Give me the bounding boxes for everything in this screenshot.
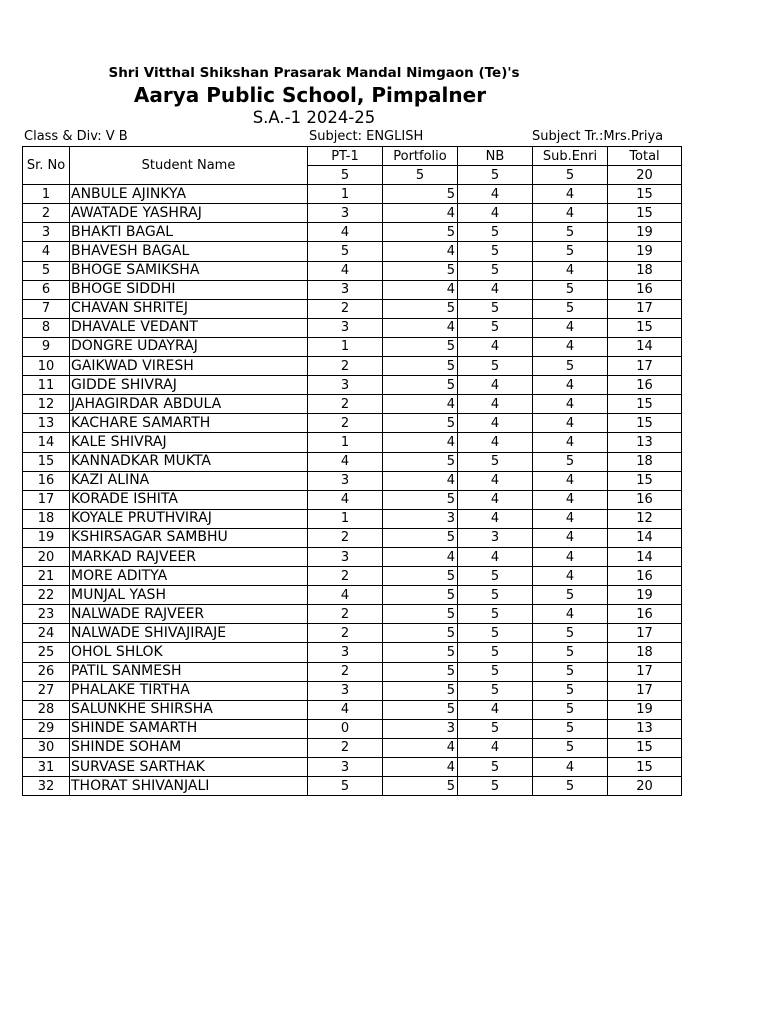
sr-no: 32: [23, 777, 70, 796]
total-mark: 16: [608, 280, 682, 299]
sr-no: 11: [23, 376, 70, 395]
table-row: [23, 471, 682, 490]
nb-mark: 3: [458, 528, 533, 547]
portfolio-mark: 5: [383, 605, 458, 624]
pt1-mark: 1: [308, 337, 383, 356]
portfolio-mark: 5: [383, 376, 458, 395]
table-row: [23, 681, 682, 700]
portfolio-mark: 5: [383, 299, 458, 318]
pt1-mark: 3: [308, 318, 383, 337]
sr-no: 25: [23, 643, 70, 662]
portfolio-mark: 5: [383, 700, 458, 719]
student-name: PHALAKE TIRTHA: [70, 681, 308, 700]
table-row: [23, 643, 682, 662]
sr-no: 20: [23, 547, 70, 566]
student-name: KSHIRSAGAR SAMBHU: [70, 528, 308, 547]
student-name: GIDDE SHIVRAJ: [70, 376, 308, 395]
table-row: [23, 204, 682, 223]
student-name: BHOGE SAMIKSHA: [70, 261, 308, 280]
student-name: OHOL SHLOK: [70, 643, 308, 662]
portfolio-mark: 5: [383, 662, 458, 681]
total-mark: 20: [608, 777, 682, 796]
pt1-mark: 4: [308, 490, 383, 509]
portfolio-mark: 4: [383, 738, 458, 757]
subenri-mark: 4: [533, 185, 608, 204]
table-row: [23, 223, 682, 242]
student-name: AWATADE YASHRAJ: [70, 204, 308, 223]
sr-no: 30: [23, 738, 70, 757]
table-row: [23, 624, 682, 643]
student-name: SHINDE SOHAM: [70, 738, 308, 757]
total-mark: 15: [608, 471, 682, 490]
table-row: [23, 433, 682, 452]
portfolio-mark: 4: [383, 471, 458, 490]
pt1-mark: 4: [308, 700, 383, 719]
subenri-mark: 4: [533, 433, 608, 452]
table-row: [23, 185, 682, 204]
total-mark: 15: [608, 738, 682, 757]
pt1-mark: 2: [308, 528, 383, 547]
subenri-mark: 5: [533, 223, 608, 242]
student-name: BHAKTI BAGAL: [70, 223, 308, 242]
total-mark: 17: [608, 662, 682, 681]
subenri-mark: 5: [533, 700, 608, 719]
portfolio-mark: 4: [383, 318, 458, 337]
portfolio-mark: 5: [383, 261, 458, 280]
total-mark: 12: [608, 509, 682, 528]
table-row: [23, 738, 682, 757]
sr-no: 19: [23, 528, 70, 547]
sr-no: 8: [23, 318, 70, 337]
total-mark: 19: [608, 223, 682, 242]
nb-mark: 5: [458, 223, 533, 242]
student-name: ANBULE AJINKYA: [70, 185, 308, 204]
header-row: [23, 147, 682, 166]
sr-no: 3: [23, 223, 70, 242]
portfolio-mark: 3: [383, 509, 458, 528]
pt1-mark: 2: [308, 414, 383, 433]
table-row: [23, 719, 682, 738]
sr-no: 12: [23, 395, 70, 414]
nb-mark: 4: [458, 204, 533, 223]
total-mark: 16: [608, 376, 682, 395]
total-mark: 15: [608, 318, 682, 337]
pt1-mark: 3: [308, 758, 383, 777]
table-row: [23, 586, 682, 605]
total-mark: 16: [608, 605, 682, 624]
nb-mark: 5: [458, 662, 533, 681]
subenri-mark: 4: [533, 376, 608, 395]
sr-no: 17: [23, 490, 70, 509]
subenri-mark: 5: [533, 738, 608, 757]
student-name: THORAT SHIVANJALI: [70, 777, 308, 796]
student-name: PATIL SANMESH: [70, 662, 308, 681]
student-name: BHOGE SIDDHI: [70, 280, 308, 299]
total-mark: 17: [608, 681, 682, 700]
sr-no: 31: [23, 758, 70, 777]
total-mark: 19: [608, 700, 682, 719]
subenri-mark: 4: [533, 567, 608, 586]
student-name: NALWADE RAJVEER: [70, 605, 308, 624]
col-header-sr-no: Sr. No: [23, 147, 70, 185]
subenri-mark: 5: [533, 624, 608, 643]
total-mark: 17: [608, 624, 682, 643]
nb-mark: 4: [458, 414, 533, 433]
pt1-mark: 2: [308, 738, 383, 757]
portfolio-mark: 5: [383, 357, 458, 376]
portfolio-mark: 3: [383, 719, 458, 738]
student-name: SHINDE SAMARTH: [70, 719, 308, 738]
total-mark: 15: [608, 758, 682, 777]
total-mark: 14: [608, 547, 682, 566]
nb-mark: 4: [458, 700, 533, 719]
pt1-mark: 3: [308, 204, 383, 223]
subenri-mark: 4: [533, 414, 608, 433]
student-name: GAIKWAD VIRESH: [70, 357, 308, 376]
nb-mark: 5: [458, 777, 533, 796]
total-mark: 16: [608, 567, 682, 586]
pt1-mark: 5: [308, 242, 383, 261]
pt1-mark: 4: [308, 452, 383, 471]
subenri-mark: 5: [533, 280, 608, 299]
student-name: KANNADKAR MUKTA: [70, 452, 308, 471]
subject: Subject: ENGLISH: [309, 129, 424, 144]
portfolio-mark: 5: [383, 528, 458, 547]
sr-no: 27: [23, 681, 70, 700]
table-row: [23, 509, 682, 528]
nb-mark: 5: [458, 605, 533, 624]
pt1-mark: 1: [308, 509, 383, 528]
sr-no: 4: [23, 242, 70, 261]
student-name: NALWADE SHIVAJIRAJE: [70, 624, 308, 643]
portfolio-mark: 4: [383, 758, 458, 777]
nb-mark: 4: [458, 471, 533, 490]
table-row: [23, 357, 682, 376]
portfolio-mark: 4: [383, 280, 458, 299]
sr-no: 5: [23, 261, 70, 280]
subenri-mark: 4: [533, 395, 608, 414]
subenri-mark: 5: [533, 777, 608, 796]
subenri-mark: 5: [533, 299, 608, 318]
nb-mark: 4: [458, 395, 533, 414]
nb-mark: 4: [458, 433, 533, 452]
portfolio-mark: 5: [383, 490, 458, 509]
subenri-mark: 4: [533, 547, 608, 566]
sr-no: 15: [23, 452, 70, 471]
table-row: [23, 318, 682, 337]
subenri-mark: 5: [533, 719, 608, 738]
pt1-mark: 3: [308, 280, 383, 299]
portfolio-mark: 5: [383, 223, 458, 242]
sr-no: 2: [23, 204, 70, 223]
table-row: [23, 242, 682, 261]
sr-no: 26: [23, 662, 70, 681]
portfolio-mark: 4: [383, 204, 458, 223]
student-name: DHAVALE VEDANT: [70, 318, 308, 337]
pt1-mark: 3: [308, 376, 383, 395]
total-mark: 18: [608, 643, 682, 662]
pt1-mark: 4: [308, 586, 383, 605]
table-row: [23, 777, 682, 796]
sr-no: 28: [23, 700, 70, 719]
subenri-mark: 5: [533, 586, 608, 605]
sr-no: 7: [23, 299, 70, 318]
nb-mark: 5: [458, 452, 533, 471]
col-header-total: Total: [608, 147, 682, 166]
portfolio-mark: 5: [383, 777, 458, 796]
total-mark: 17: [608, 299, 682, 318]
table-row: [23, 414, 682, 433]
sr-no: 13: [23, 414, 70, 433]
pt1-mark: 2: [308, 624, 383, 643]
nb-mark: 4: [458, 185, 533, 204]
nb-mark: 5: [458, 758, 533, 777]
portfolio-mark: 5: [383, 337, 458, 356]
nb-mark: 5: [458, 681, 533, 700]
pt1-mark: 4: [308, 261, 383, 280]
portfolio-mark: 5: [383, 586, 458, 605]
subenri-mark: 5: [533, 662, 608, 681]
nb-mark: 5: [458, 643, 533, 662]
table-row: [23, 662, 682, 681]
subenri-mark: 4: [533, 337, 608, 356]
total-mark: 13: [608, 433, 682, 452]
total-mark: 19: [608, 586, 682, 605]
pt1-mark: 2: [308, 605, 383, 624]
subenri-mark: 4: [533, 261, 608, 280]
portfolio-mark: 5: [383, 414, 458, 433]
exam-title: S.A.-1 2024-25: [252, 108, 376, 127]
student-name: BHAVESH BAGAL: [70, 242, 308, 261]
pt1-mark: 2: [308, 567, 383, 586]
nb-mark: 5: [458, 586, 533, 605]
nb-mark: 4: [458, 376, 533, 395]
total-mark: 14: [608, 337, 682, 356]
sr-no: 16: [23, 471, 70, 490]
subenri-mark: 4: [533, 758, 608, 777]
pt1-mark: 1: [308, 433, 383, 452]
subenri-mark: 4: [533, 204, 608, 223]
student-name: DONGRE UDAYRAJ: [70, 337, 308, 356]
col-header-subenri: Sub.Enri: [533, 147, 608, 166]
student-name: MARKAD RAJVEER: [70, 547, 308, 566]
portfolio-mark: 5: [383, 567, 458, 586]
table-row: [23, 376, 682, 395]
table-row: [23, 490, 682, 509]
student-name: KORADE ISHITA: [70, 490, 308, 509]
col-header-pt1: PT-1: [308, 147, 383, 166]
student-name: KALE SHIVRAJ: [70, 433, 308, 452]
table-row: [23, 700, 682, 719]
total-mark: 18: [608, 452, 682, 471]
nb-mark: 5: [458, 567, 533, 586]
portfolio-mark: 5: [383, 452, 458, 471]
table-row: [23, 395, 682, 414]
nb-mark: 4: [458, 738, 533, 757]
portfolio-mark: 5: [383, 624, 458, 643]
portfolio-mark: 5: [383, 643, 458, 662]
nb-mark: 4: [458, 490, 533, 509]
col-header-portfolio: Portfolio: [383, 147, 458, 166]
table-row: [23, 528, 682, 547]
portfolio-mark: 4: [383, 242, 458, 261]
pt1-mark: 3: [308, 471, 383, 490]
pt1-mark: 2: [308, 357, 383, 376]
sr-no: 21: [23, 567, 70, 586]
student-name: KAZI ALINA: [70, 471, 308, 490]
portfolio-mark: 5: [383, 681, 458, 700]
subenri-mark: 5: [533, 242, 608, 261]
sr-no: 1: [23, 185, 70, 204]
nb-mark: 5: [458, 624, 533, 643]
subenri-mark: 4: [533, 490, 608, 509]
student-name: SALUNKHE SHIRSHA: [70, 700, 308, 719]
pt1-mark: 4: [308, 223, 383, 242]
student-name: JAHAGIRDAR ABDULA: [70, 395, 308, 414]
max-portfolio: 5: [383, 166, 458, 185]
student-name: KACHARE SAMARTH: [70, 414, 308, 433]
marks-table: [22, 146, 682, 796]
subenri-mark: 4: [533, 528, 608, 547]
portfolio-mark: 4: [383, 547, 458, 566]
subenri-mark: 5: [533, 681, 608, 700]
subject-teacher: Subject Tr.:Mrs.Priya: [532, 129, 664, 144]
nb-mark: 5: [458, 242, 533, 261]
nb-mark: 4: [458, 509, 533, 528]
total-mark: 16: [608, 490, 682, 509]
table-row: [23, 605, 682, 624]
pt1-mark: 5: [308, 777, 383, 796]
table-row: [23, 758, 682, 777]
nb-mark: 5: [458, 318, 533, 337]
table-row: [23, 337, 682, 356]
subenri-mark: 4: [533, 605, 608, 624]
table-row: [23, 547, 682, 566]
pt1-mark: 0: [308, 719, 383, 738]
total-mark: 15: [608, 395, 682, 414]
nb-mark: 4: [458, 547, 533, 566]
student-name: MUNJAL YASH: [70, 586, 308, 605]
sr-no: 9: [23, 337, 70, 356]
pt1-mark: 3: [308, 643, 383, 662]
table-row: [23, 261, 682, 280]
subenri-mark: 4: [533, 318, 608, 337]
nb-mark: 5: [458, 357, 533, 376]
table-row: [23, 567, 682, 586]
max-pt1: 5: [308, 166, 383, 185]
sr-no: 24: [23, 624, 70, 643]
pt1-mark: 1: [308, 185, 383, 204]
nb-mark: 5: [458, 261, 533, 280]
total-mark: 18: [608, 261, 682, 280]
portfolio-mark: 4: [383, 395, 458, 414]
pt1-mark: 2: [308, 395, 383, 414]
total-mark: 15: [608, 414, 682, 433]
subenri-mark: 4: [533, 471, 608, 490]
max-nb: 5: [458, 166, 533, 185]
subenri-mark: 4: [533, 509, 608, 528]
student-name: MORE ADITYA: [70, 567, 308, 586]
col-header-student-name: Student Name: [70, 147, 308, 185]
class-division: Class & Div: V B: [24, 129, 128, 144]
sr-no: 22: [23, 586, 70, 605]
total-mark: 14: [608, 528, 682, 547]
student-name: SURVASE SARTHAK: [70, 758, 308, 777]
total-mark: 15: [608, 185, 682, 204]
school-name: Aarya Public School, Pimpalner: [133, 83, 487, 107]
pt1-mark: 2: [308, 662, 383, 681]
sr-no: 6: [23, 280, 70, 299]
student-rows: [23, 185, 682, 796]
pt1-mark: 2: [308, 299, 383, 318]
table-row: [23, 452, 682, 471]
total-mark: 15: [608, 204, 682, 223]
subenri-mark: 5: [533, 452, 608, 471]
nb-mark: 4: [458, 280, 533, 299]
portfolio-mark: 5: [383, 185, 458, 204]
pt1-mark: 3: [308, 547, 383, 566]
sr-no: 18: [23, 509, 70, 528]
nb-mark: 5: [458, 719, 533, 738]
sr-no: 10: [23, 357, 70, 376]
sr-no: 14: [23, 433, 70, 452]
sr-no: 29: [23, 719, 70, 738]
max-total: 20: [608, 166, 682, 185]
organization-name: Shri Vitthal Shikshan Prasarak Mandal Nimgaon (Te)'s: [108, 65, 520, 81]
subenri-mark: 5: [533, 357, 608, 376]
col-header-nb: NB: [458, 147, 533, 166]
total-mark: 13: [608, 719, 682, 738]
student-name: CHAVAN SHRITEJ: [70, 299, 308, 318]
pt1-mark: 3: [308, 681, 383, 700]
portfolio-mark: 4: [383, 433, 458, 452]
total-mark: 17: [608, 357, 682, 376]
max-subenri: 5: [533, 166, 608, 185]
table-row: [23, 299, 682, 318]
total-mark: 19: [608, 242, 682, 261]
table-row: [23, 280, 682, 299]
student-name: KOYALE PRUTHVIRAJ: [70, 509, 308, 528]
subenri-mark: 5: [533, 643, 608, 662]
sr-no: 23: [23, 605, 70, 624]
nb-mark: 4: [458, 337, 533, 356]
nb-mark: 5: [458, 299, 533, 318]
